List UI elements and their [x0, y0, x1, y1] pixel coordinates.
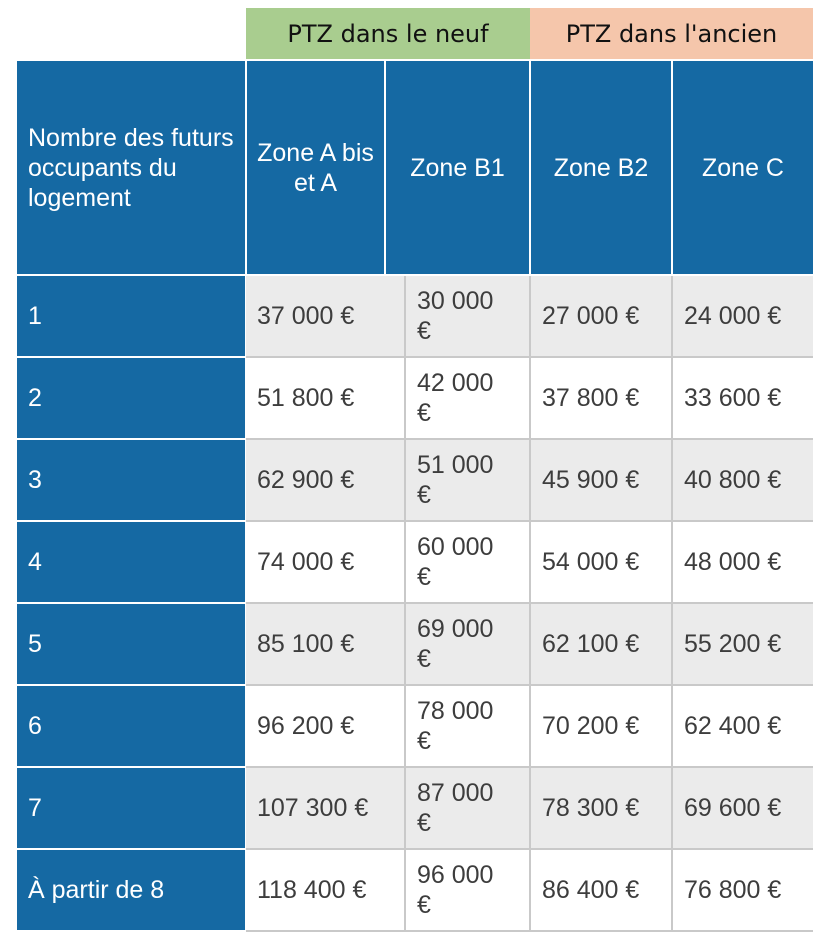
cell-occupants: 4 [17, 522, 245, 602]
cell-zone-b2: 54 000 € [531, 522, 673, 604]
cell-zone-b1: 60 000 € [406, 522, 531, 604]
cell-occupants: 6 [17, 686, 245, 766]
column-header-zone-c: Zone C [673, 61, 813, 274]
cell-zone-c: 55 200 € [673, 604, 813, 686]
column-header-occupants: Nombre des futurs occupants du logement [17, 61, 245, 274]
cell-zone-c: 33 600 € [673, 358, 813, 440]
cell-zone-b1: 69 000 € [406, 604, 531, 686]
cell-zone-c: 24 000 € [673, 276, 813, 358]
cell-zone-b2: 70 200 € [531, 686, 673, 768]
group-header-ancien: PTZ dans l'ancien [530, 8, 813, 59]
cell-zone-b1: 78 000 € [406, 686, 531, 768]
cell-zone-c: 76 800 € [673, 850, 813, 932]
cell-zone-a: 74 000 € [246, 522, 406, 604]
cell-zone-a: 118 400 € [246, 850, 406, 932]
cell-zone-a: 107 300 € [246, 768, 406, 850]
cell-zone-b2: 37 800 € [531, 358, 673, 440]
cell-zone-b2: 78 300 € [531, 768, 673, 850]
cell-zone-b1: 30 000 € [406, 276, 531, 358]
cell-zone-b2: 86 400 € [531, 850, 673, 932]
cell-zone-b2: 62 100 € [531, 604, 673, 686]
cell-zone-c: 69 600 € [673, 768, 813, 850]
cell-zone-a: 85 100 € [246, 604, 406, 686]
cell-zone-a: 51 800 € [246, 358, 406, 440]
cell-zone-b1: 42 000 € [406, 358, 531, 440]
cell-zone-b2: 45 900 € [531, 440, 673, 522]
cell-occupants: 3 [17, 440, 245, 520]
cell-zone-a: 96 200 € [246, 686, 406, 768]
cell-zone-b1: 96 000 € [406, 850, 531, 932]
cell-zone-a: 37 000 € [246, 276, 406, 358]
cell-zone-a: 62 900 € [246, 440, 406, 522]
cell-zone-c: 48 000 € [673, 522, 813, 604]
cell-zone-c: 40 800 € [673, 440, 813, 522]
cell-occupants: 2 [17, 358, 245, 438]
cell-occupants: 7 [17, 768, 245, 848]
column-header-zone-b1: Zone B1 [386, 61, 529, 274]
cell-occupants: 1 [17, 276, 245, 356]
cell-zone-b1: 51 000 € [406, 440, 531, 522]
cell-zone-c: 62 400 € [673, 686, 813, 768]
cell-zone-b2: 27 000 € [531, 276, 673, 358]
column-header-zone-a: Zone A bis et A [247, 61, 384, 274]
column-header-zone-b2: Zone B2 [531, 61, 671, 274]
group-header-neuf: PTZ dans le neuf [246, 8, 530, 59]
cell-zone-b1: 87 000 € [406, 768, 531, 850]
cell-occupants: À partir de 8 [17, 850, 245, 930]
cell-occupants: 5 [17, 604, 245, 684]
